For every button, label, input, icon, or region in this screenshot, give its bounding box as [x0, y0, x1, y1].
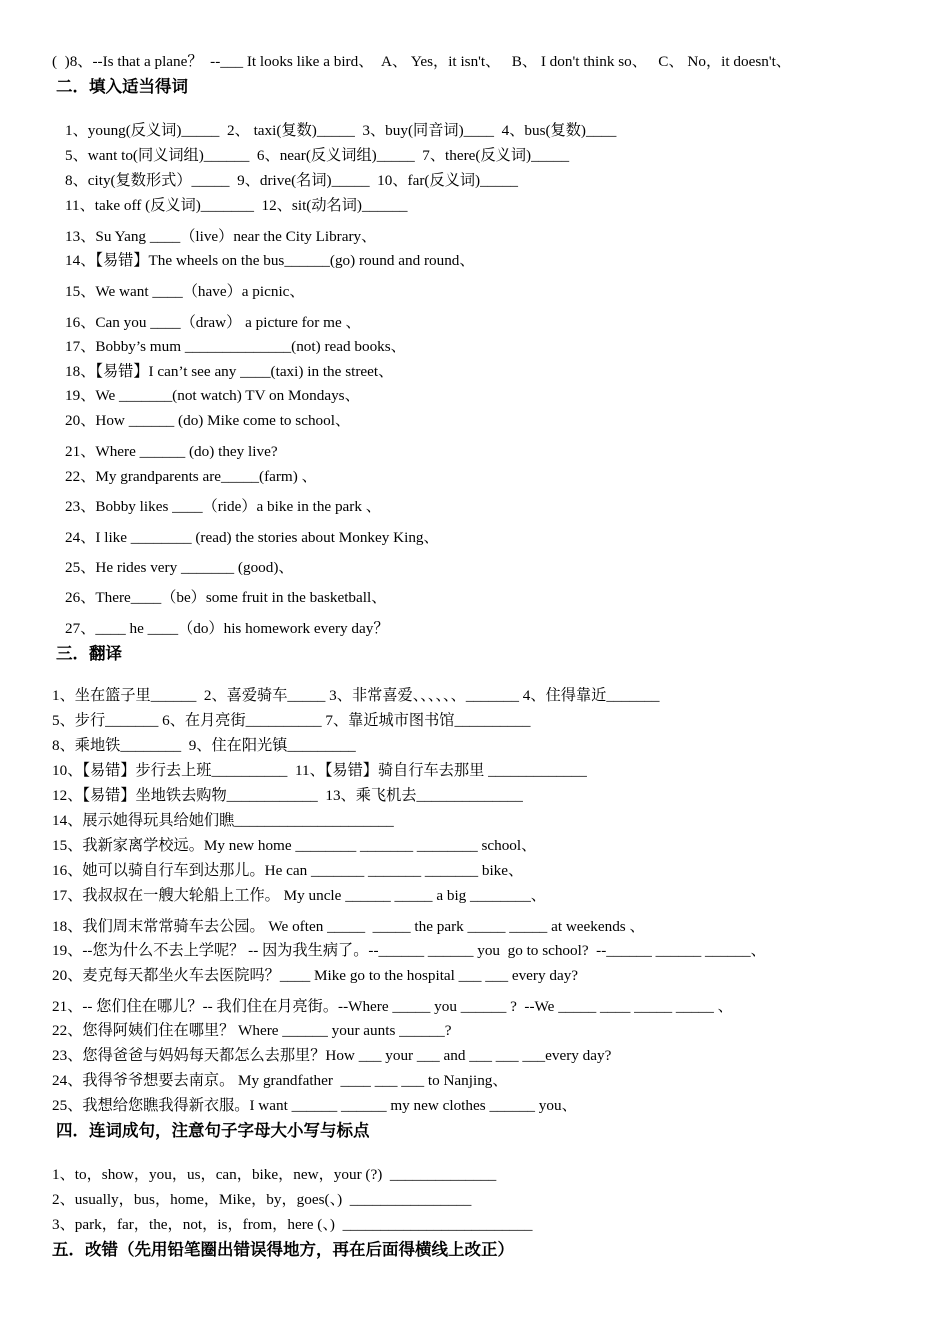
- section-2-line: 18、【易错】I can’t see any ____(taxi) in the street、: [65, 363, 394, 380]
- section-4-line: 3、park，far，the，not，is，from，here (、) _________________________: [52, 1216, 533, 1233]
- section-3-line: 1、坐在篮子里______ 2、喜爱骑车_____ 3、非常喜爱、、、、、、_______ 4、住得靠近_______: [52, 687, 660, 704]
- section-2-line: 5、want to(同义词组)______ 6、near(反义词组)_____ 7、there(反义词)_____: [65, 147, 570, 164]
- section-3-line: 19、--您为什么不去上学呢？ -- 因为我生病了。--______ ______ you go to school? --______ ______ ______、: [52, 942, 766, 959]
- section-3-line: 12、【易错】坐地铁去购物____________ 13、乘飞机去______________: [52, 787, 523, 804]
- section-3-line: 20、麦克每天都坐火车去医院吗？____ Mike go to the hospital ___ ___ every day?: [52, 967, 579, 984]
- section-4-line: 2、usually，bus，home，Mike，by，goes(、) ________________: [52, 1191, 472, 1208]
- section-2-heading: 二．填入适当得词: [56, 77, 188, 96]
- section-3-line: 25、我想给您瞧我得新衣服。I want ______ ______ my new clothes ______ you、: [52, 1097, 577, 1114]
- section-3-line: 23、您得爸爸与妈妈每天都怎么去那里？How ___ your ___ and ___ ___ ___every day?: [52, 1047, 612, 1064]
- section-2-line: 24、I like ________ (read) the stories about Monkey King、: [65, 529, 439, 546]
- section-2-line: 15、We want ____（have）a picnic、: [65, 283, 305, 300]
- section-3-line: 22、您得阿姨们住在哪里？ Where ______ your aunts ______?: [52, 1022, 452, 1039]
- section-2-line: 11、take off (反义词)_______ 12、sit(动名词)______: [65, 197, 408, 214]
- section-3-line: 17、我叔叔在一艘大轮船上工作。 My uncle ______ _____ a big ________、: [52, 887, 546, 904]
- section-4-line: 1、to，show，you，us，can，bike，new，your (?) ______________: [52, 1166, 497, 1183]
- section-2-line: 1、young(反义词)_____ 2、 taxi(复数)_____ 3、buy(同音词)____ 4、bus(复数)____: [65, 122, 617, 139]
- section-3-line: 24、我得爷爷想要去南京。 My grandfather ____ ___ ___ to Nanjing、: [52, 1072, 508, 1089]
- section-5-heading: 五．改错（先用铅笔圈出错误得地方，再在后面得横线上改正）: [52, 1240, 514, 1259]
- section-2-line: 17、Bobby’s mum ______________(not) read books、: [65, 338, 406, 355]
- question-8: ( )8、--Is that a plane？ --___ It looks like a bird、 A、 Yes，it isn't、 B、 I don't think so、 C、 No，it doesn't、: [52, 53, 791, 70]
- section-2-line: 19、We _______(not watch) TV on Mondays、: [65, 387, 360, 404]
- section-2-line: 14、【易错】The wheels on the bus______(go) round and round、: [65, 252, 475, 269]
- section-2-line: 25、He rides very _______ (good)、: [65, 559, 294, 576]
- section-3-line: 8、乘地铁________ 9、住在阳光镇_________: [52, 737, 356, 754]
- section-2-line: 21、Where ______ (do) they live?: [65, 443, 278, 460]
- section-2-line: 23、Bobby likes ____（ride）a bike in the park 、: [65, 498, 381, 515]
- section-2-line: 8、city(复数形式）_____ 9、drive(名词)_____ 10、far(反义词)_____: [65, 172, 519, 189]
- section-3-line: 15、我新家离学校远。My new home ________ _______ ________ school、: [52, 837, 537, 854]
- section-3-line: 10、【易错】步行去上班__________ 11、【易错】骑自行车去那里 _____________: [52, 762, 587, 779]
- section-3-line: 16、她可以骑自行车到达那儿。He can _______ _______ _______ bike、: [52, 862, 524, 879]
- section-2-line: 20、How ______ (do) Mike come to school、: [65, 412, 351, 429]
- section-3-line: 21、-- 您们住在哪儿？-- 我们住在月亮街。--Where _____ you ______ ? --We _____ ____ _____ _____ 、: [52, 998, 733, 1015]
- section-4-heading: 四．连词成句，注意句子字母大小写与标点: [56, 1121, 370, 1140]
- section-2-line: 26、There____（be）some fruit in the basketball、: [65, 589, 387, 606]
- section-2-line: 22、My grandparents are_____(farm) 、: [65, 468, 317, 485]
- section-3-line: 14、展示她得玩具给她们瞧_____________________: [52, 812, 394, 829]
- section-3-line: 5、步行_______ 6、在月亮街__________ 7、靠近城市图书馆__________: [52, 712, 531, 729]
- section-3-heading: 三．翻译: [56, 644, 122, 663]
- section-2-line: 27、____ he ____（do）his homework every day？: [65, 620, 389, 637]
- section-2-line: 13、Su Yang ____（live）near the City Library、: [65, 228, 377, 245]
- section-3-line: 18、我们周末常常骑车去公园。 We often _____ _____ the park _____ _____ at weekends 、: [52, 918, 645, 935]
- section-2-line: 16、Can you ____（draw） a picture for me 、: [65, 314, 361, 331]
